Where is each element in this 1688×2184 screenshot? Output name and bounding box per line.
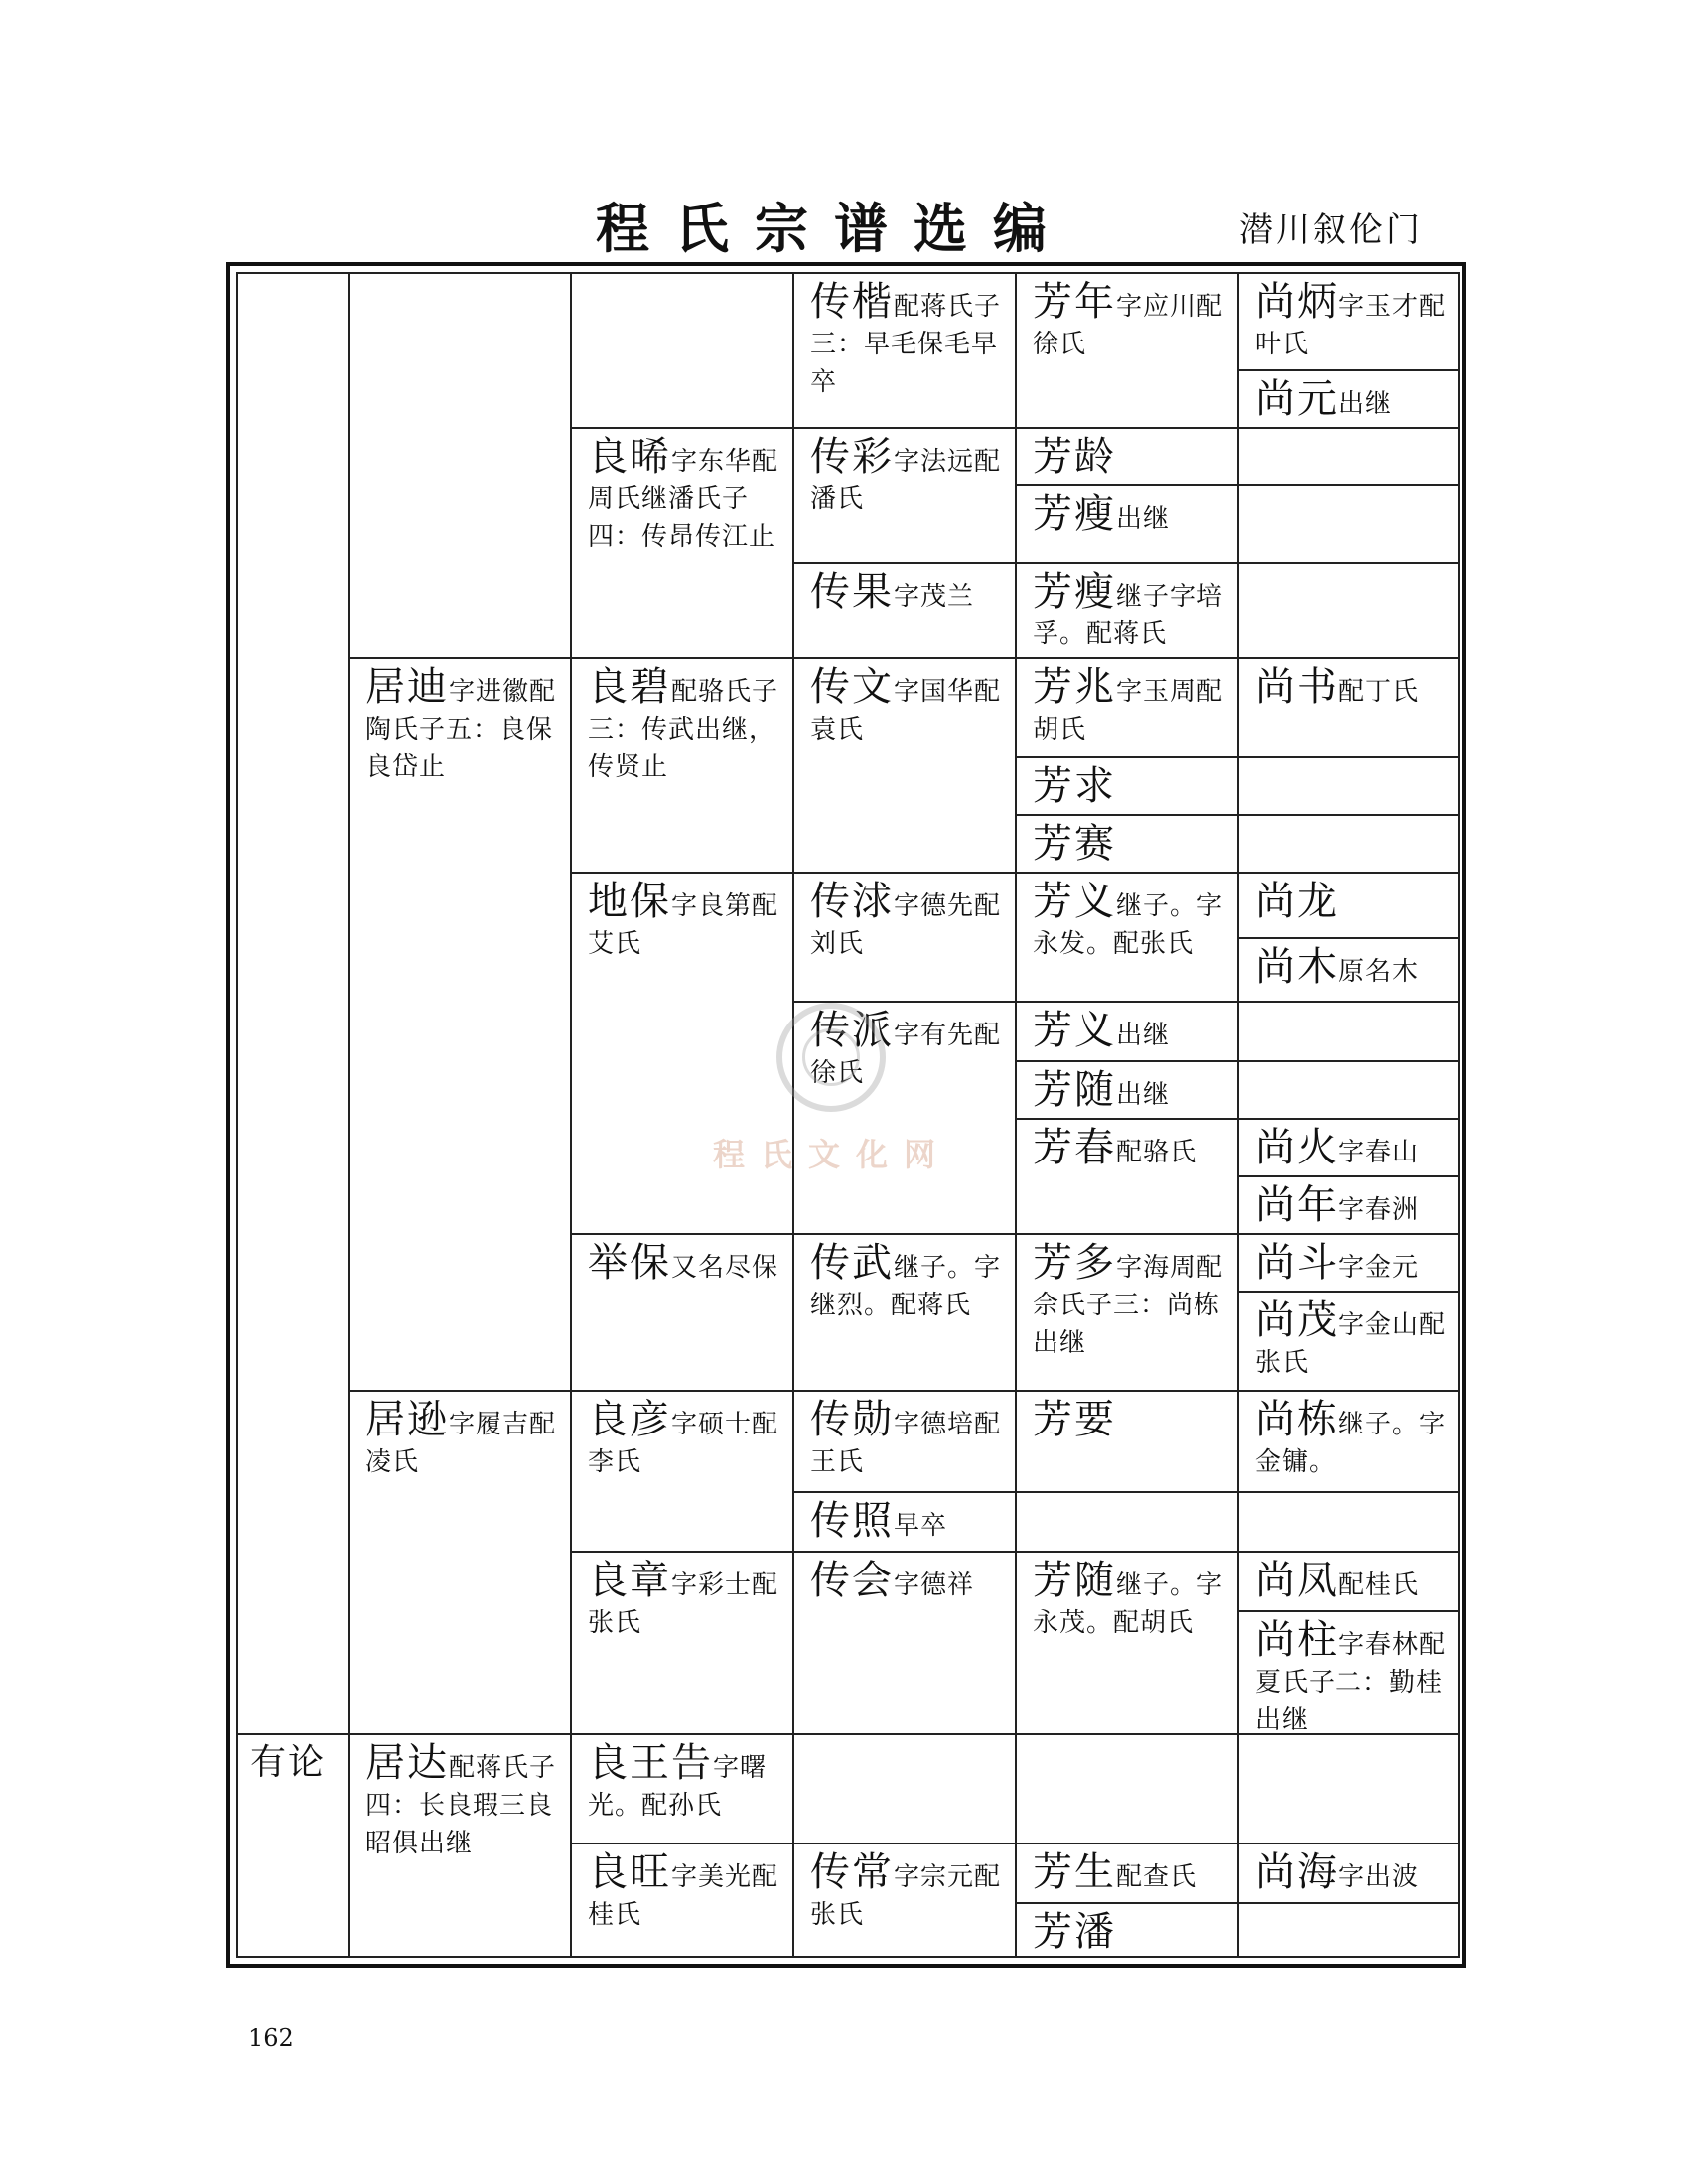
person-note: 原名木: [1338, 957, 1420, 987]
person-name: 尚柱: [1255, 1617, 1338, 1663]
empty-cell: [1237, 562, 1460, 659]
person-note: 字法远配潘氏: [810, 447, 1002, 514]
person-note: 继子。字金镛。: [1255, 1410, 1447, 1477]
entry-cell: [1237, 1843, 1460, 1904]
entry-cell: [348, 1390, 572, 1735]
entry-cell: [792, 1843, 1017, 1958]
empty-cell: [1015, 1491, 1239, 1553]
person-note: 字彩士配张氏: [588, 1570, 779, 1638]
person-note: 配蒋氏子四：长良瑕三良昭俱出继: [365, 1753, 557, 1858]
entry-cell: [1237, 272, 1460, 371]
person-name: 传会: [810, 1558, 894, 1603]
person-note: 字德培配王氏: [810, 1410, 1002, 1477]
empty-cell: [1237, 427, 1460, 486]
person-name: 传勋: [810, 1397, 894, 1442]
person-name: 尚炳: [1255, 279, 1338, 325]
entry-cell: [1237, 1175, 1460, 1235]
person-name: 芳年: [1033, 279, 1116, 325]
person-name: 良章: [588, 1558, 671, 1603]
person-name: 芳瘦: [1033, 569, 1116, 614]
person-name: 芳义: [1033, 1008, 1116, 1053]
person-note: 出继: [1116, 504, 1171, 534]
entry-cell: [792, 427, 1017, 564]
person-note: 字宗元配张氏: [810, 1862, 1002, 1930]
entry-cell: [1237, 1233, 1460, 1293]
entry-cell: [792, 1001, 1017, 1235]
entry-cell: [1015, 427, 1239, 486]
person-name: 尚斗: [1255, 1240, 1338, 1286]
entry-cell: [570, 427, 794, 659]
person-name: 尚栋: [1255, 1397, 1338, 1442]
person-note: 字金山配张氏: [1255, 1310, 1447, 1378]
person-name: 芳龄: [1033, 434, 1116, 479]
person-note: 配查氏: [1116, 1862, 1197, 1892]
entry-cell: [1237, 657, 1460, 758]
empty-cell: [236, 272, 350, 1735]
branch-subtitle: 潜川叙伦门: [1239, 210, 1423, 250]
empty-cell: [1015, 1733, 1239, 1844]
person-note: 字茂兰: [894, 582, 975, 612]
person-note: 字春林配夏氏子二：勤桂出继: [1255, 1630, 1447, 1735]
empty-cell: [792, 1733, 1017, 1844]
empty-cell: [1237, 484, 1460, 564]
person-name: 有论: [250, 1742, 327, 1783]
entry-cell: [1015, 657, 1239, 758]
person-name: 芳赛: [1033, 821, 1116, 867]
person-name: 传浗: [810, 879, 894, 924]
entry-cell: [1237, 1291, 1460, 1392]
person-note: 字履吉配凌氏: [365, 1410, 557, 1477]
person-note: 字出波: [1338, 1862, 1420, 1892]
person-note: 早卒: [894, 1511, 948, 1541]
entry-cell: [792, 272, 1017, 429]
person-note: 字国华配袁氏: [810, 677, 1002, 745]
person-name: 尚木: [1255, 944, 1338, 990]
person-name: 良彦: [588, 1397, 671, 1442]
person-name: 尚龙: [1255, 879, 1338, 924]
person-name: 尚年: [1255, 1182, 1338, 1228]
entry-cell: [570, 1390, 794, 1553]
entry-cell: [792, 1390, 1017, 1493]
person-note: 字美光配桂氏: [588, 1862, 779, 1930]
person-name: 居逊: [365, 1397, 449, 1442]
person-note: 出继: [1116, 1080, 1171, 1110]
person-name: 尚元: [1255, 376, 1338, 422]
person-note: 字金元: [1338, 1253, 1420, 1283]
entry-cell: [792, 872, 1017, 1003]
person-note: 字有先配徐氏: [810, 1021, 1002, 1088]
empty-cell: [1237, 814, 1460, 874]
person-note: 继子。字永茂。配胡氏: [1033, 1570, 1224, 1638]
person-name: 居迪: [365, 664, 449, 710]
person-note: 又名尽保: [671, 1253, 779, 1283]
entry-cell: [570, 657, 794, 874]
person-note: 继子。字继烈。配蒋氏: [810, 1253, 1002, 1320]
person-name: 传果: [810, 569, 894, 614]
person-name: 尚火: [1255, 1125, 1338, 1170]
person-note: 字应川配徐氏: [1033, 292, 1224, 359]
person-note: 字玉才配叶氏: [1255, 292, 1447, 359]
person-name: 尚书: [1255, 664, 1338, 710]
page-number: 162: [248, 2024, 294, 2052]
person-name: 尚海: [1255, 1849, 1338, 1895]
person-name: 芳求: [1033, 763, 1116, 809]
entry-cell: [792, 657, 1017, 874]
person-note: 出继: [1338, 389, 1393, 419]
person-note: 字德先配刘氏: [810, 891, 1002, 959]
person-name: 传文: [810, 664, 894, 710]
entry-cell: [1237, 937, 1460, 1003]
person-note: 字硕士配李氏: [588, 1410, 779, 1477]
person-name: 芳要: [1033, 1397, 1116, 1442]
person-name: 芳瘦: [1033, 491, 1116, 537]
entry-cell: [1237, 872, 1460, 939]
person-note: 字良第配艾氏: [588, 891, 779, 959]
person-note: 出继: [1116, 1021, 1171, 1050]
empty-cell: [1237, 1491, 1460, 1553]
entry-cell: [792, 562, 1017, 659]
person-name: 芳生: [1033, 1849, 1116, 1895]
entry-cell: [570, 872, 794, 1235]
person-note: 字进徽配陶氏子五：良保良岱止: [365, 677, 557, 782]
empty-cell: [1237, 1060, 1460, 1120]
entry-cell: [1015, 1118, 1239, 1235]
entry-cell: [348, 1733, 572, 1958]
watermark-text: 程氏文化网: [713, 1136, 952, 1173]
person-name: 良晞: [588, 434, 671, 479]
person-name: 良王告: [588, 1740, 713, 1786]
empty-cell: [570, 272, 794, 429]
entry-cell: [792, 1233, 1017, 1392]
person-name: 良碧: [588, 664, 671, 710]
person-note: 继子。字永发。配张氏: [1033, 891, 1224, 959]
person-note: 配蒋氏子三：早毛保毛早卒: [810, 292, 1002, 397]
person-name: 芳随: [1033, 1067, 1116, 1113]
person-name: 居达: [365, 1740, 449, 1786]
person-name: 芳随: [1033, 1558, 1116, 1603]
empty-cell: [1237, 1902, 1460, 1958]
entry-cell: [1015, 484, 1239, 564]
person-name: 芳春: [1033, 1125, 1116, 1170]
person-name: 良旺: [588, 1849, 671, 1895]
entry-cell: [1015, 1551, 1239, 1735]
person-name: 尚茂: [1255, 1297, 1338, 1343]
empty-cell: [348, 272, 572, 659]
person-note: 字春洲: [1338, 1195, 1420, 1225]
person-name: 芳潘: [1033, 1909, 1116, 1955]
person-note: 字德祥: [894, 1570, 975, 1600]
entry-cell: [1015, 756, 1239, 816]
person-note: 字曙光。配孙氏: [588, 1753, 768, 1821]
person-name: 传照: [810, 1498, 894, 1544]
entry-cell-youlun: [236, 1733, 350, 1958]
entry-cell: [348, 657, 572, 1392]
entry-cell: [1015, 1060, 1239, 1120]
person-note: 配丁氏: [1338, 677, 1420, 707]
page-title: 程氏宗谱选编: [596, 197, 1072, 260]
person-name: 芳多: [1033, 1240, 1116, 1286]
entry-cell: [1237, 1118, 1460, 1177]
person-name: 尚凤: [1255, 1558, 1338, 1603]
person-name: 芳义: [1033, 879, 1116, 924]
entry-cell: [1015, 562, 1239, 659]
entry-cell: [570, 1551, 794, 1735]
empty-cell: [1237, 1733, 1460, 1844]
person-name: 传武: [810, 1240, 894, 1286]
entry-cell: [1015, 1001, 1239, 1062]
person-note: 继子字培孚。配蒋氏: [1033, 582, 1224, 649]
entry-cell: [1237, 1551, 1460, 1612]
entry-cell: [570, 1233, 794, 1392]
person-note: 配骆氏子三：传武出继，传贤止: [588, 677, 779, 782]
entry-cell: [1015, 1233, 1239, 1392]
empty-cell: [1237, 1001, 1460, 1062]
entry-cell: [1015, 814, 1239, 874]
entry-cell: [1015, 1902, 1239, 1958]
person-note: 字春山: [1338, 1138, 1420, 1167]
entry-cell: [1015, 872, 1239, 1003]
entry-cell: [1237, 1610, 1460, 1735]
person-name: 芳兆: [1033, 664, 1116, 710]
person-name: 传楷: [810, 279, 894, 325]
entry-cell: [570, 1733, 794, 1844]
person-note: 字东华配周氏继潘氏子四：传昂传江止: [588, 447, 779, 552]
person-note: 配桂氏: [1338, 1570, 1420, 1600]
person-note: 字玉周配胡氏: [1033, 677, 1224, 745]
entry-cell: [570, 1843, 794, 1958]
person-name: 传常: [810, 1849, 894, 1895]
person-name: 传派: [810, 1008, 894, 1053]
person-name: 地保: [588, 879, 671, 924]
entry-cell: [1015, 272, 1239, 429]
entry-cell: [792, 1491, 1017, 1553]
entry-cell: [1015, 1843, 1239, 1904]
entry-cell: [1015, 1390, 1239, 1493]
person-note: 配骆氏: [1116, 1138, 1197, 1167]
person-name: 传彩: [810, 434, 894, 479]
empty-cell: [1237, 756, 1460, 816]
person-note: 字海周配佘氏子三：尚栋出继: [1033, 1253, 1224, 1358]
entry-cell: [792, 1551, 1017, 1735]
entry-cell: [1237, 369, 1460, 429]
entry-cell: [1237, 1390, 1460, 1493]
person-name: 举保: [588, 1240, 671, 1286]
